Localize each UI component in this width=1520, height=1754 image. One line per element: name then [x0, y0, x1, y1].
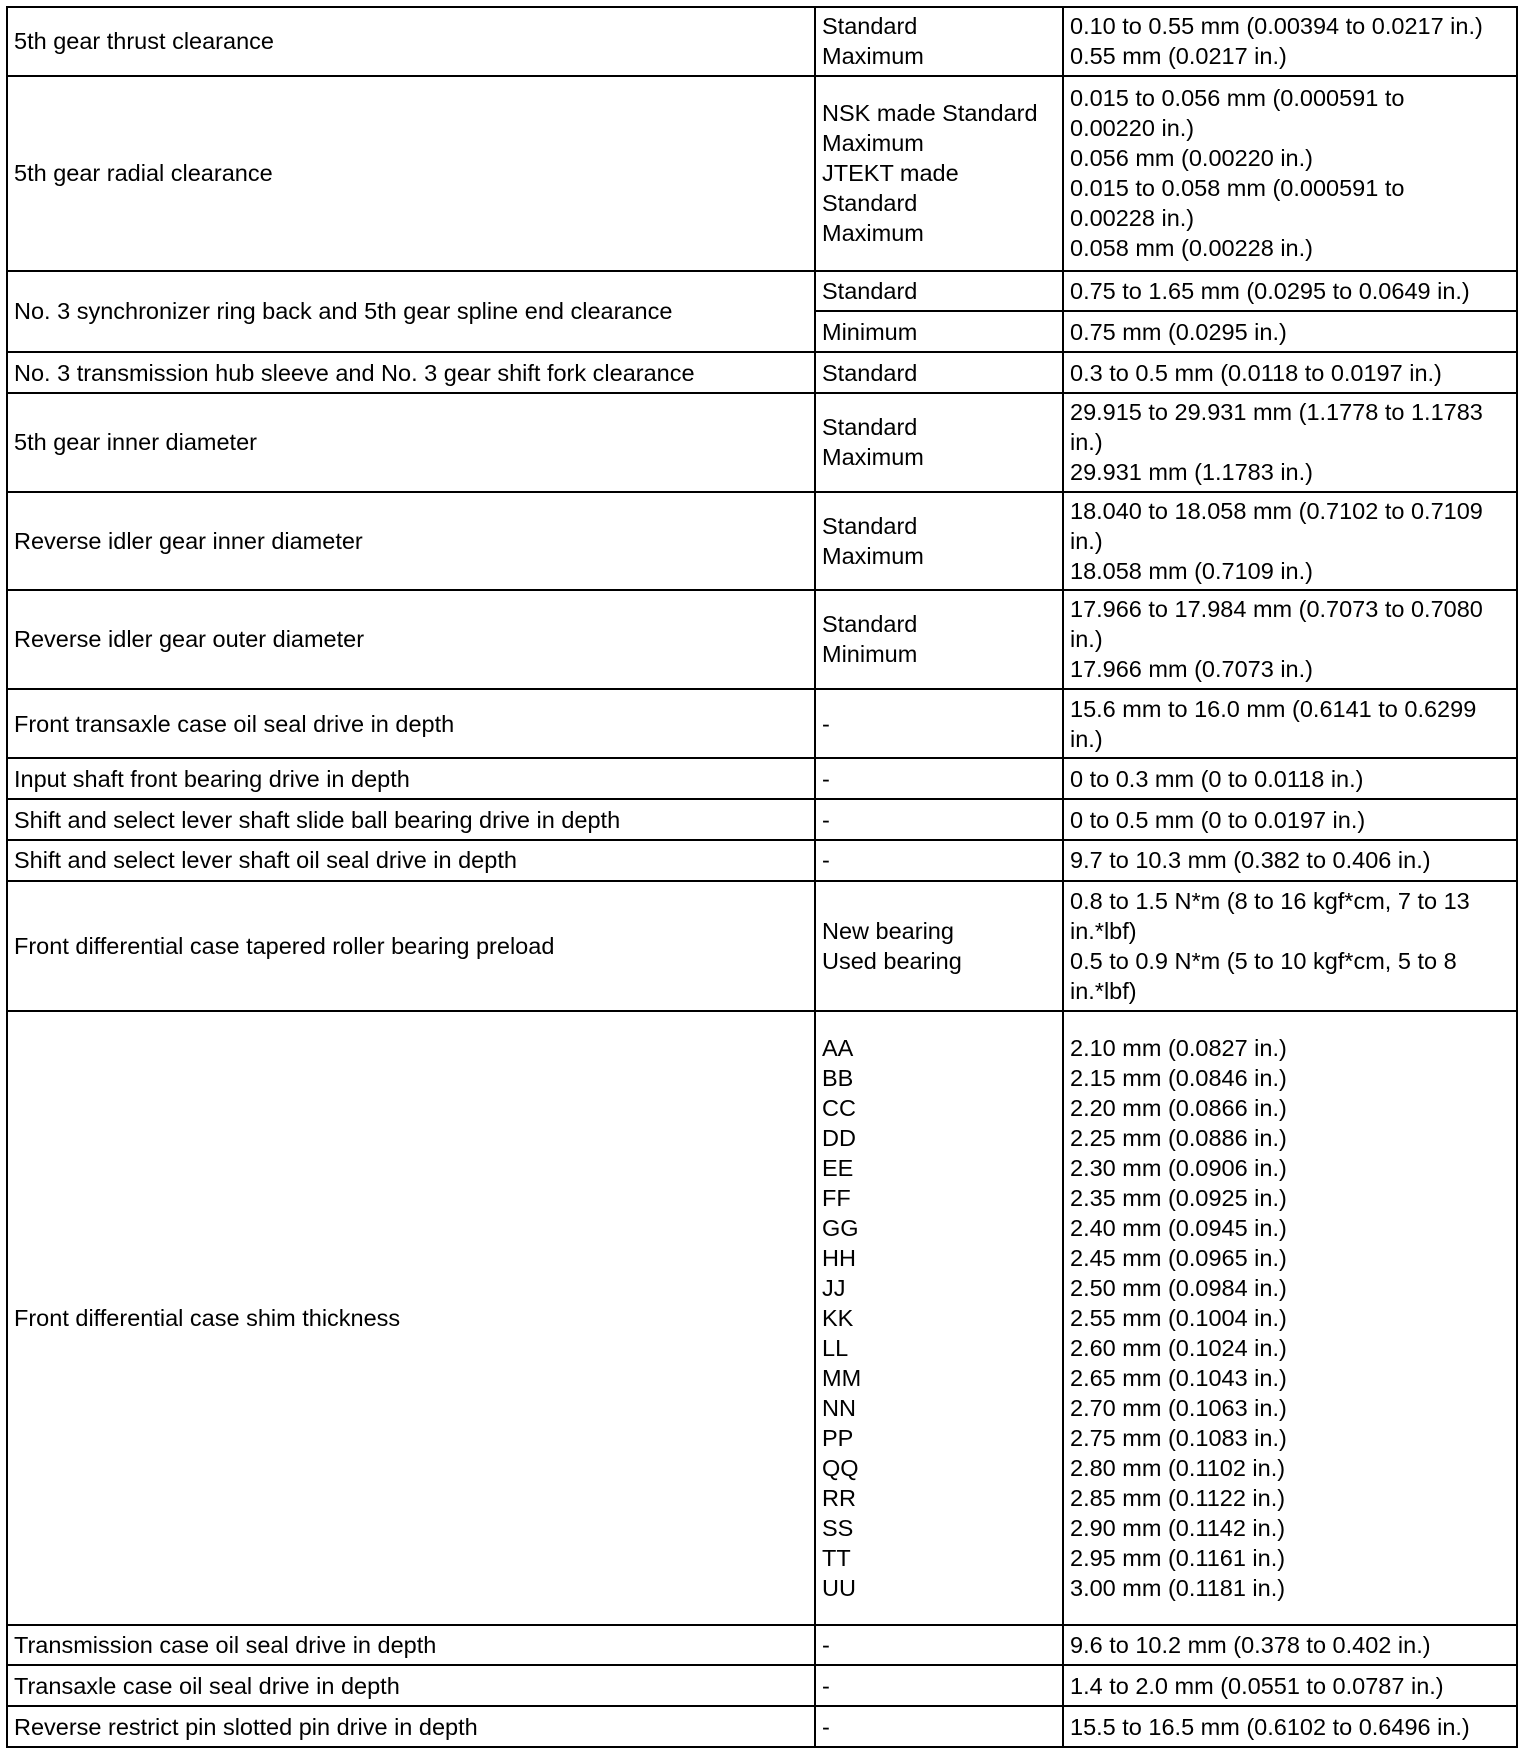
spec-line: 3.00 mm (0.1181 in.): [1070, 1575, 1286, 1602]
condition-line: CC: [822, 1095, 856, 1122]
spec-line: 2.70 mm (0.1063 in.): [1070, 1395, 1287, 1422]
item-label: Reverse idler gear inner diameter: [14, 527, 363, 554]
item-cell: [7, 590, 815, 689]
condition-line: -: [822, 806, 830, 833]
condition-line: NN: [822, 1395, 856, 1422]
condition-cell: [815, 590, 1063, 689]
item-label: Input shaft front bearing drive in depth: [14, 765, 410, 792]
spec-line: in.): [1070, 527, 1103, 554]
spec-cell: [1063, 393, 1517, 492]
condition-cell: [815, 840, 1063, 881]
table-row: [7, 1625, 1517, 1666]
item-label: Front transaxle case oil seal drive in depth: [14, 710, 455, 737]
condition-line: -: [822, 710, 830, 737]
item-label: Transaxle case oil seal drive in depth: [14, 1672, 400, 1699]
spec-line: 2.20 mm (0.0866 in.): [1070, 1095, 1287, 1122]
condition-cell: [815, 492, 1063, 591]
spec-cell: [1063, 271, 1517, 312]
spec-line: 0 to 0.5 mm (0 to 0.0197 in.): [1070, 806, 1366, 833]
specification-table: [6, 6, 1518, 1748]
spec-line: 15.6 mm to 16.0 mm (0.6141 to 0.6299: [1070, 695, 1477, 722]
item-label: 5th gear inner diameter: [14, 429, 257, 456]
spec-line: 18.040 to 18.058 mm (0.7102 to 0.7109: [1070, 497, 1483, 524]
spec-line: 0.8 to 1.5 N*m (8 to 16 kgf*cm, 7 to 13: [1070, 888, 1470, 915]
condition-line: FF: [822, 1185, 851, 1212]
spec-cell: [1063, 590, 1517, 689]
spec-cell: [1063, 1665, 1517, 1706]
condition-line: -: [822, 847, 830, 874]
spec-line: 2.40 mm (0.0945 in.): [1070, 1215, 1287, 1242]
item-label: Transmission case oil seal drive in depth: [14, 1632, 437, 1659]
condition-cell: [815, 393, 1063, 492]
condition-line: Standard: [822, 359, 918, 386]
item-cell: [7, 799, 815, 840]
spec-cell: [1063, 689, 1517, 759]
spec-cell: [1063, 881, 1517, 1012]
table-row: [7, 7, 1517, 76]
condition-line: KK: [822, 1305, 854, 1332]
condition-line: Maximum: [822, 542, 924, 569]
condition-line: -: [822, 1713, 830, 1740]
condition-line: QQ: [822, 1455, 859, 1482]
item-label: Front differential case tapered roller bearing preload: [14, 933, 555, 960]
condition-line: Standard: [822, 190, 918, 217]
spec-cell: [1063, 352, 1517, 393]
spec-line: 2.95 mm (0.1161 in.): [1070, 1545, 1286, 1572]
table-row: [7, 1665, 1517, 1706]
table-row: [7, 590, 1517, 689]
spec-line: 2.55 mm (0.1004 in.): [1070, 1305, 1287, 1332]
condition-line: EE: [822, 1155, 854, 1182]
condition-line: Standard: [822, 13, 918, 40]
condition-line: LL: [822, 1335, 849, 1362]
item-label: Reverse idler gear outer diameter: [14, 626, 365, 653]
condition-line: New bearing: [822, 918, 954, 945]
item-label: Shift and select lever shaft oil seal drive in depth: [14, 847, 517, 874]
spec-line: in.*lbf): [1070, 978, 1137, 1005]
spec-cell: [1063, 840, 1517, 881]
condition-line: JJ: [822, 1275, 846, 1302]
condition-line: Standard: [822, 611, 918, 638]
item-label: 5th gear thrust clearance: [14, 28, 274, 55]
table-row: [7, 492, 1517, 591]
spec-line: 2.75 mm (0.1083 in.): [1070, 1425, 1287, 1452]
spec-cell: [1063, 311, 1517, 352]
table-row: [7, 1011, 1517, 1624]
spec-line: 2.35 mm (0.0925 in.): [1070, 1185, 1287, 1212]
spec-line: 2.60 mm (0.1024 in.): [1070, 1335, 1287, 1362]
spec-line: 2.90 mm (0.1142 in.): [1070, 1515, 1286, 1542]
condition-line: Used bearing: [822, 948, 962, 975]
condition-cell: [815, 1625, 1063, 1666]
condition-cell: [815, 7, 1063, 76]
table-row: [7, 689, 1517, 759]
spec-line: in.): [1070, 429, 1103, 456]
condition-line: TT: [822, 1545, 851, 1572]
spec-line: 2.85 mm (0.1122 in.): [1070, 1485, 1286, 1512]
spec-line: 2.80 mm (0.1102 in.): [1070, 1455, 1286, 1482]
condition-line: NSK made Standard: [822, 100, 1038, 127]
condition-cell: [815, 1665, 1063, 1706]
item-cell: [7, 881, 815, 1012]
table-row: [7, 799, 1517, 840]
spec-cell: [1063, 1011, 1517, 1624]
condition-line: Maximum: [822, 130, 924, 157]
condition-line: HH: [822, 1245, 856, 1272]
spec-line: 0.75 to 1.65 mm (0.0295 to 0.0649 in.): [1070, 278, 1470, 305]
spec-line: 0.00220 in.): [1070, 115, 1195, 142]
spec-line: 0.058 mm (0.00228 in.): [1070, 235, 1313, 262]
item-cell: [7, 840, 815, 881]
condition-cell: [815, 799, 1063, 840]
spec-line: 1.4 to 2.0 mm (0.0551 to 0.0787 in.): [1070, 1672, 1444, 1699]
table-row: [7, 881, 1517, 1012]
item-label: Shift and select lever shaft slide ball bearing drive in depth: [14, 806, 621, 833]
item-cell: [7, 76, 815, 271]
table-row: [7, 393, 1517, 492]
condition-line: Minimum: [822, 641, 918, 668]
table-row: [7, 271, 1517, 312]
spec-line: 2.30 mm (0.0906 in.): [1070, 1155, 1287, 1182]
item-cell: [7, 271, 815, 352]
item-cell: [7, 492, 815, 591]
condition-line: UU: [822, 1575, 856, 1602]
condition-line: Maximum: [822, 444, 924, 471]
condition-line: BB: [822, 1065, 854, 1092]
condition-line: Maximum: [822, 43, 924, 70]
condition-line: DD: [822, 1125, 856, 1152]
spec-line: 2.10 mm (0.0827 in.): [1070, 1035, 1287, 1062]
table-row: [7, 76, 1517, 271]
spec-line: 2.50 mm (0.0984 in.): [1070, 1275, 1287, 1302]
spec-line: 0.55 mm (0.0217 in.): [1070, 43, 1287, 70]
spec-cell: [1063, 7, 1517, 76]
condition-cell: [815, 311, 1063, 352]
condition-line: JTEKT made: [822, 160, 959, 187]
spec-cell: [1063, 1706, 1517, 1747]
spec-line: 0.10 to 0.55 mm (0.00394 to 0.0217 in.): [1070, 13, 1483, 40]
condition-cell: [815, 1011, 1063, 1624]
condition-line: -: [822, 1632, 830, 1659]
spec-line: 0.015 to 0.056 mm (0.000591 to: [1070, 85, 1405, 112]
condition-line: -: [822, 1672, 830, 1699]
item-cell: [7, 1706, 815, 1747]
spec-cell: [1063, 492, 1517, 591]
condition-line: RR: [822, 1485, 856, 1512]
spec-line: 9.6 to 10.2 mm (0.378 to 0.402 in.): [1070, 1632, 1431, 1659]
condition-line: Standard: [822, 414, 918, 441]
spec-line: 2.25 mm (0.0886 in.): [1070, 1125, 1287, 1152]
spec-line: 2.45 mm (0.0965 in.): [1070, 1245, 1287, 1272]
table-row: [7, 352, 1517, 393]
table-row: [7, 840, 1517, 881]
item-cell: [7, 1665, 815, 1706]
spec-line: 0.015 to 0.058 mm (0.000591 to: [1070, 175, 1405, 202]
condition-cell: [815, 689, 1063, 759]
item-label: Front differential case shim thickness: [14, 1305, 401, 1332]
spec-cell: [1063, 758, 1517, 799]
condition-line: PP: [822, 1425, 854, 1452]
spec-cell: [1063, 1625, 1517, 1666]
spec-line: 29.931 mm (1.1783 in.): [1070, 459, 1313, 486]
condition-line: GG: [822, 1215, 859, 1242]
spec-line: 0.3 to 0.5 mm (0.0118 to 0.0197 in.): [1070, 359, 1442, 386]
spec-line: 2.65 mm (0.1043 in.): [1070, 1365, 1287, 1392]
condition-cell: [815, 1706, 1063, 1747]
spec-line: in.): [1070, 626, 1103, 653]
spec-line: 0.75 mm (0.0295 in.): [1070, 318, 1287, 345]
item-cell: [7, 352, 815, 393]
item-label: No. 3 synchronizer ring back and 5th gear spline end clearance: [14, 298, 673, 325]
spec-line: 29.915 to 29.931 mm (1.1778 to 1.1783: [1070, 399, 1483, 426]
table-row: [7, 758, 1517, 799]
condition-line: Minimum: [822, 318, 918, 345]
item-cell: [7, 689, 815, 759]
condition-cell: [815, 352, 1063, 393]
condition-line: -: [822, 765, 830, 792]
item-label: No. 3 transmission hub sleeve and No. 3 gear shift fork clearance: [14, 359, 695, 386]
spec-cell: [1063, 76, 1517, 271]
item-label: 5th gear radial clearance: [14, 160, 273, 187]
spec-line: 17.966 to 17.984 mm (0.7073 to 0.7080: [1070, 596, 1483, 623]
spec-line: 9.7 to 10.3 mm (0.382 to 0.406 in.): [1070, 847, 1431, 874]
item-cell: [7, 1011, 815, 1624]
condition-line: Maximum: [822, 220, 924, 247]
item-cell: [7, 7, 815, 76]
spec-line: in.*lbf): [1070, 918, 1137, 945]
spec-line: 0.5 to 0.9 N*m (5 to 10 kgf*cm, 5 to 8: [1070, 948, 1457, 975]
spec-line: 0 to 0.3 mm (0 to 0.0118 in.): [1070, 765, 1364, 792]
item-cell: [7, 393, 815, 492]
condition-line: AA: [822, 1035, 854, 1062]
spec-line: 0.00228 in.): [1070, 205, 1195, 232]
item-cell: [7, 758, 815, 799]
condition-line: Standard: [822, 278, 918, 305]
item-cell: [7, 1625, 815, 1666]
condition-cell: [815, 76, 1063, 271]
condition-line: SS: [822, 1515, 854, 1542]
condition-cell: [815, 271, 1063, 312]
condition-cell: [815, 758, 1063, 799]
spec-line: 17.966 mm (0.7073 in.): [1070, 656, 1313, 683]
table-row: [7, 1706, 1517, 1747]
condition-cell: [815, 881, 1063, 1012]
item-label: Reverse restrict pin slotted pin drive in depth: [14, 1713, 478, 1740]
spec-line: 2.15 mm (0.0846 in.): [1070, 1065, 1287, 1092]
spec-line: 0.056 mm (0.00220 in.): [1070, 145, 1313, 172]
spec-cell: [1063, 799, 1517, 840]
specification-table-body: [7, 7, 1517, 1747]
spec-line: 18.058 mm (0.7109 in.): [1070, 557, 1313, 584]
condition-line: MM: [822, 1365, 862, 1392]
condition-line: Standard: [822, 512, 918, 539]
spec-line: in.): [1070, 725, 1103, 752]
spec-line: 15.5 to 16.5 mm (0.6102 to 0.6496 in.): [1070, 1713, 1470, 1740]
